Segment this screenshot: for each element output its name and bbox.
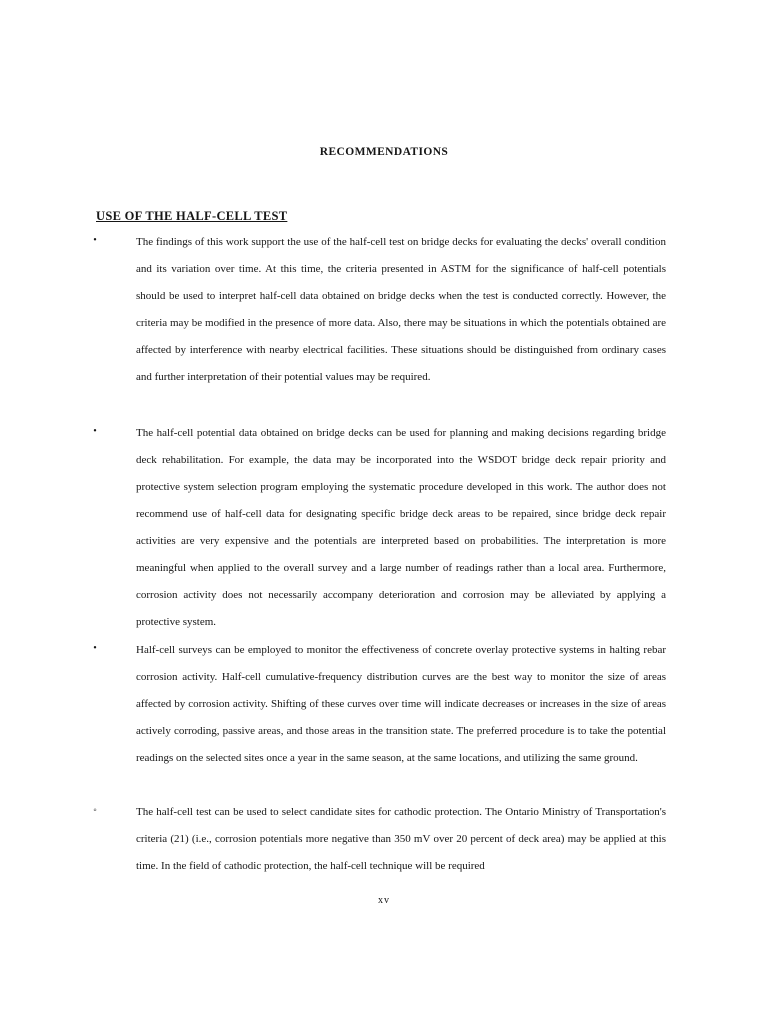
page-title: RECOMMENDATIONS (319, 146, 449, 158)
section-heading: USE OF THE HALF-CELL TEST (96, 209, 288, 223)
page-number: xv (378, 895, 390, 906)
bullet-paragraph: Half-cell surveys can be employed to monitor the effectiveness of concrete overlay protective systems in halting rebar corrosion activity. Half-cell cumulative-frequency distribution curves are the best way to monitor the size of areas affected by corrosion activity. Shifting of these curves over time will indicate decreases or increases in the size of areas actively corroding, passive areas, and those areas in the transition state. The preferred procedure is to take the potential readings on the selected sites once a year in the same season, at the same locations, and utilizing the same ground. (136, 644, 666, 764)
bullet-paragraph: The half-cell test can be used to select candidate sites for cathodic protection. The Ontario Ministry of Transportation's criteria (21) (i.e., corrosion potentials more negative than 350 mV over 20 percent of deck area) may be applied at this time. In the field of cathodic protection, the half-cell technique will be required (136, 806, 666, 872)
bullet-marker: • (93, 235, 97, 246)
bullet-paragraph: The findings of this work support the use of the half-cell test on bridge decks for evaluating the decks' overall condition and its variation over time. At this time, the criteria presented in ASTM for the significance of half-cell potentials should be used to interpret half-cell data obtained on bridge decks when the test is conducted correctly. However, the criteria may be modified in the presence of more data. Also, there may be situations in which the potentials obtained are affected by interference with nearby electrical facilities. These situations should be distinguished from ordinary cases and further interpretation of their potential values may be required. (136, 236, 666, 383)
bullet-marker: ◦ (93, 805, 97, 816)
bullet-paragraph: The half-cell potential data obtained on bridge decks can be used for planning and making decisions regarding bridge deck rehabilitation. For example, the data may be incorporated into the WSDOT bridge deck repair priority and protective system selection program employing the systematic procedure developed in this work. The author does not recommend use of half-cell data for designating specific bridge deck areas to be repaired, since bridge deck repair activities are very expensive and the potentials are interpreted based on probabilities. The interpretation is more meaningful when applied to the overall survey and a large number of readings rather than a local area. Furthermore, corrosion activity does not necessarily accompany deterioration and corrosion may be alleviated by applying a protective system. (136, 427, 666, 628)
bullet-marker: • (93, 426, 97, 437)
bullet-marker: • (93, 643, 97, 654)
